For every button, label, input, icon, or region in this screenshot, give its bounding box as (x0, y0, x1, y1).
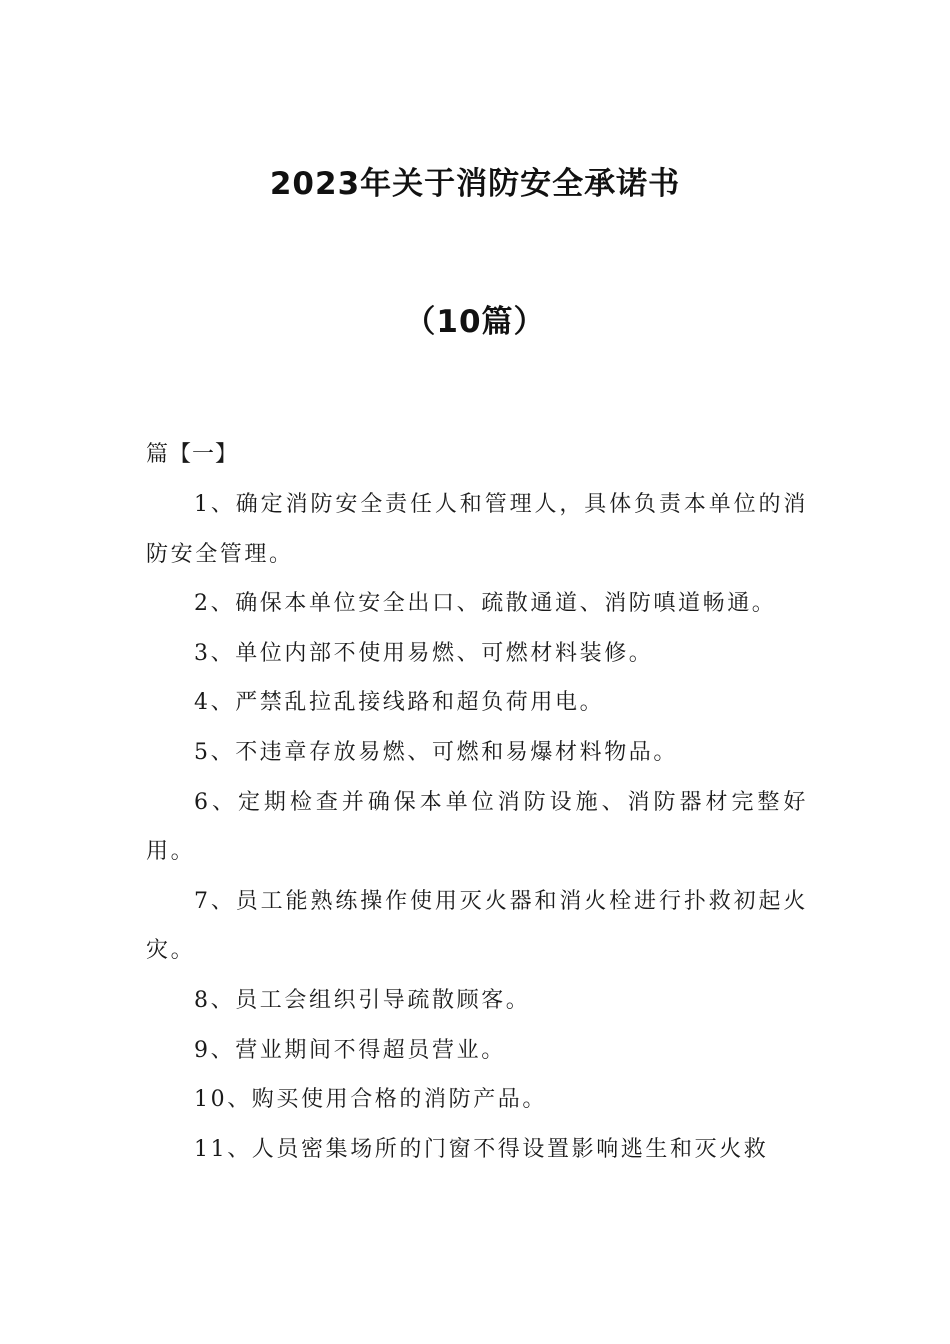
list-item: 1、确定消防安全责任人和管理人，具体负责本单位的消防安全管理。 (146, 492, 808, 567)
commitment-list (146, 480, 808, 1174)
list-item: 6、定期检查并确保本单位消防设施、消防器材完整好用。 (146, 789, 808, 865)
list-item: 4、严禁乱拉乱接线路和超负荷用电。 (194, 690, 605, 716)
list-item: 11、人员密集场所的门窗不得设置影响逃生和灭火救 (194, 1136, 769, 1162)
list-item: 10、购买使用合格的消防产品。 (194, 1087, 547, 1113)
list-item: 8、员工会组织引导疏散顾客。 (194, 987, 531, 1013)
section-heading: 篇【一】 (146, 442, 239, 467)
list-item: 9、营业期间不得超员营业。 (194, 1037, 506, 1063)
list-item: 3、单位内部不使用易燃、可燃材料装修。 (194, 640, 654, 666)
list-item: 5、不违章存放易燃、可燃和易爆材料物品。 (194, 739, 678, 765)
document-subtitle: （10篇） (404, 304, 546, 340)
document-title: 2023年关于消防安全承诺书 (269, 166, 681, 202)
list-item: 7、员工能熟练操作使用灭火器和消火栓进行扑救初起火灾。 (146, 888, 808, 964)
list-item: 2、确保本单位安全出口、疏散通道、消防嗔道畅通。 (194, 591, 777, 617)
